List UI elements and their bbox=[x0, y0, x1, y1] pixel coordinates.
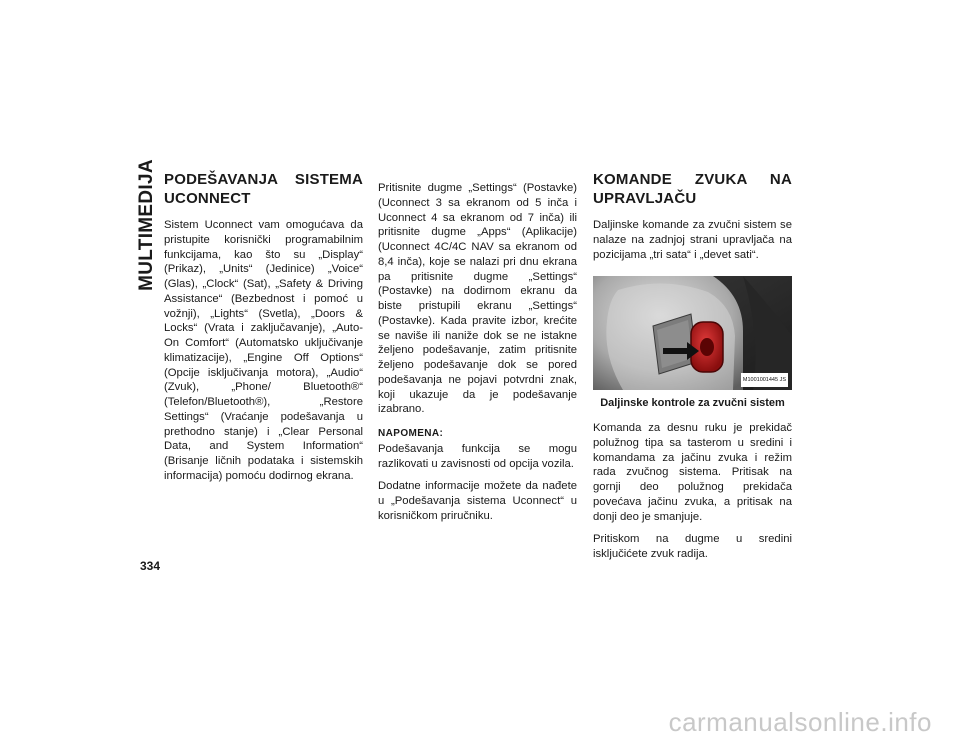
uconnect-settings-paragraph: Sistem Uconnect vam omogućava da pristupite korisnički programabilnim funkcijama, kao što su „Display“ (Prikaz), „Units“ (Jedinice) „Voice“ (Glas), „Clock“ (Sat), „Safety & Driving Assistance“ (Bezbednost i pomoć u vožnji), „Lights“ (Svetla), „Doors & Locks“ (Vrata i zaključavanje), „Auto-On Comfort“ (Automatsko uključivanje klimatizacije), „Engine Off Options“ (Opcije isključivanja motora), „Audio“ (Zvuk), „Phone/ Bluetooth®“ (Telefon/Bluetooth®), „Restore Settings“ (Vraćanje podešavanja u prethodno stanje) i „Clear Personal Data, and System Information“ (Brisanje ličnih podataka i sistemskih informacija) pomoću dodirnog ekrana. bbox=[164, 219, 363, 482]
footer bbox=[0, 706, 960, 742]
settings-instructions-paragraph: Pritisnite dugme „Settings“ (Postavke) (Uconnect 3 sa ekranom od 5 inča i Uconnect 4 sa ekranom od 7 inča) ili pritisnite dugme „Apps“ (Aplikacije) (Uconnect 4C/4C NAV sa ekranom od 8,4 inča), koje se nalazi pri dnu ekrana pa pritisnite dugme „Settings“ (Postavke) na dodirnom ekranu da biste pristupili ekranu „Settings“ (Postavke). Kada pravite izbor, krećite se naviše ili naniže dok se ne istakne željeno podešavanje, zatim pritisnite željeno podešavanje dok se pored podešavanja ne pojavi potvrdni znak, koji ukazuje da je podešavanje izabrano. bbox=[378, 182, 577, 416]
column-2 bbox=[378, 181, 577, 532]
section-side-tab bbox=[133, 160, 161, 290]
right-hand-control-paragraph: Komanda za desnu ruku je prekidač polužnog tipa sa tasterom u sredini i komandama za jačinu zvuka i režim rada zvučnog sistema. Pritisak na gornji deo polužnog prekidača povećava jačinu zvuka, a pritisak na donji deo je smanjuje. bbox=[593, 422, 792, 523]
note-text: Podešavanja funkcija se mogu razlikovati u zavisnosti od opcija vozila. bbox=[378, 442, 577, 470]
page-number: 334 bbox=[140, 559, 161, 573]
section-side-tab-label: MULTIMEDIJA bbox=[136, 159, 157, 291]
uconnect-settings-heading: PODEŠAVANJA SISTEMA UCONNECT bbox=[164, 171, 363, 207]
note-label: NAPOMENA: bbox=[378, 428, 444, 439]
figure-caption: Daljinske kontrole za zvučni sistem bbox=[600, 397, 785, 410]
remote-controls-location-paragraph: Daljinske komande za zvučni sistem se nalaze na zadnjoj strani upravljača na pozicijama „tri sata“ i „devet sati“. bbox=[593, 219, 792, 261]
mute-paragraph: Pritiskom na dugme u sredini isključićete zvuk radija. bbox=[593, 533, 792, 560]
steering-audio-heading: KOMANDE ZVUKA NA UPRAVLJAČU bbox=[593, 171, 792, 207]
figure-id: M1001001445 JS bbox=[741, 373, 788, 388]
column-3 bbox=[593, 170, 792, 570]
steering-wheel-controls-photo bbox=[593, 276, 792, 390]
footer-watermark: carmanualsonline.info bbox=[668, 707, 932, 737]
additional-info-paragraph: Dodatne informacije možete da nađete u „Podešavanja sistema Uconnect“ u korisničkom priručniku. bbox=[378, 480, 577, 522]
column-1 bbox=[164, 170, 363, 492]
